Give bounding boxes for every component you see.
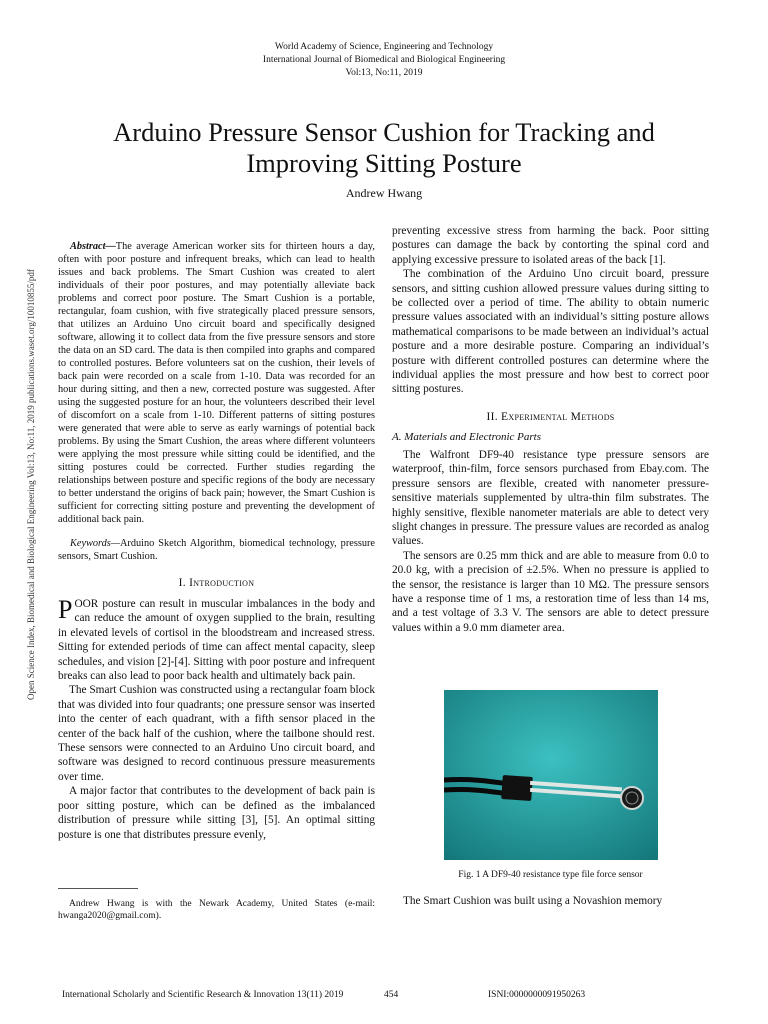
footer-publisher: International Scholarly and Scientific Research & Innovation 13(11) 2019 — [62, 990, 344, 1000]
right-paragraph-1: preventing excessive stress from harming the back. Poor sitting postures can damage the back by contorting the spinal cord and applying excessive pressure to isolated areas of the back [1]. — [392, 225, 709, 266]
sensor-illustration — [444, 690, 658, 860]
section-heading-introduction: I. Introduction — [178, 577, 255, 589]
right-column — [392, 224, 709, 635]
title-line-1: Arduino Pressure Sensor Cushion for Tracking and — [113, 117, 655, 147]
dropcap-letter: P — [58, 595, 73, 624]
intro-paragraph-3: A major factor that contributes to the development of back pain is poor sitting posture, which can be defined as the imbalanced distribution of pressure while sitting [3], [5]. An optimal sitting posture is one that distributes pressure evenly, — [58, 785, 375, 841]
left-column — [58, 240, 375, 842]
abstract-text: The average American worker sits for thirteen hours a day, often with poor posture and infrequent breaks, which can lead to health issues and back problems. The Smart Cushion was created to alert individuals of their poor postures, and may potentially alleviate back problems and correct poor posture. The Smart Cushion is a portable, rectangular, foam cushion, with five strategically placed pressure sensors, that utilizes an Arduino Uno circuit board and specifically designed software, allowing it to collect data from the five pressure sensors and store the data on an SD card. The data is then compiled into graphs and compared to controlled postures. Before volunteers sat on the cushion, their levels of back pain were recorded on a scale from 1-10. Data was recorded for an hour during sitting, and then a new, corrected posture was suggested. After using the suggested posture for an hour, the volunteers described their level of discomfort on a scale from 1-10. Different patterns of sitting postures were generated that were able to serve as early warnings of potential back problems. By using the Smart Cushion, the areas where different volunteers were applying the most pressure while sitting could be identified, and the sitting postures could be corrected. Further studies regarding the relationships between posture and specific regions of the body are necessary to better understand the origins of back pain; however, the Smart Cushion is sufficient for correcting sitting posture and preventing the development of additional back pain. — [58, 241, 375, 525]
section-heading-methods: II. Experimental Methods — [486, 410, 615, 423]
footnote-block — [58, 898, 375, 922]
keywords-label: Keywords— — [70, 538, 120, 549]
footnote-divider — [58, 888, 138, 889]
subsection-heading-materials: A. Materials and Electronic Parts — [392, 430, 541, 443]
author-footnote: Andrew Hwang is with the Newark Academy, United States (e-mail: hwanga2020@gmail.com). — [58, 899, 375, 921]
title-line-2: Improving Sitting Posture — [246, 148, 522, 178]
intro-paragraph-2: The Smart Cushion was constructed using a rectangular foam block that was divided into four quadrants; one pressure sensor was inserted into the center of each quadrant, with a fifth sensor placed in the center of the back half of the cushion, where the tailbone should rest. These sensors were connected to an Arduino Uno circuit board, and software was designed to record continuous pressure measurements over time. — [58, 684, 375, 783]
header-volume: Vol:13, No:11, 2019 — [345, 68, 423, 78]
journal-header — [0, 41, 768, 80]
author-name: Andrew Hwang — [345, 186, 423, 200]
header-org: World Academy of Science, Engineering and Technology — [274, 42, 494, 52]
methods-paragraph-1: The Walfront DF9-40 resistance type pressure sensors are waterproof, thin-film, force sensors purchased from Ebay.com. The pressure sensors are flexible, created with nanometer pressure-sensitive materials supplemented by ultra-thin film substrates. The highly sensitive, flexible nanometer materials are able to detect very slight changes in pressure. The pressure values are recorded as analog values. — [392, 448, 709, 548]
intro-paragraph-1-text: OOR posture can result in muscular imbalances in the body and can reduce the amount of oxygen supplied to the brain, resulting in elevated levels of cortisol in the bloodstream and increased stress. Sitting for extended periods of time can affect mental capacity, sleep schedules, and vision [2]-[4]. Sitting with poor posture and infrequent breaks can also lead to poor back health and ultimately back pain. — [58, 598, 375, 683]
abstract — [58, 240, 375, 526]
keywords-text: Arduino Sketch Algorithm, biomedical technology, pressure sensors, Smart Cushion. — [58, 538, 375, 562]
figure-caption: Fig. 1 A DF9-40 resistance type file force sensor — [458, 870, 643, 880]
footer-page-number: 454 — [384, 990, 399, 1000]
paper-title — [40, 117, 728, 179]
right-paragraph-2: The combination of the Arduino Uno circuit board, pressure sensors, and sitting cushion allowed pressure values during sitting to be collected over a period of time. The ability to obtain numeric pressure values associated with an individual’s sitting posture allows mathematical comparisons to be made between an individual’s actual posture and a more desirable posture. Comparing an individual’s posture with different controlled postures can determine where the individual applies the most pressure and how best to correct poor sitting postures. — [392, 268, 709, 396]
intro-paragraph-1 — [58, 597, 375, 683]
keywords — [58, 537, 375, 563]
methods-paragraph-2: The sensors are 0.25 mm thick and are able to measure from 0.0 to 20.0 kg, with a precision of ±2.5%. When no pressure is applied to the sensor, the resistance is larger than 10 MΩ. The pressure sensors have a response time of 1 ms, a restoration time of less than 14 ms, and a test voltage of 3.3 V. The sensors are able to detect pressure values within a 9.0 mm diameter area. — [392, 549, 709, 634]
sidebar-citation-text: Open Science Index, Biomedical and Biological Engineering Vol:13, No:11, 2019 publications.waset.org/10010855/pdf — [26, 269, 36, 700]
header-journal: International Journal of Biomedical and Biological Engineering — [262, 55, 506, 65]
paragraph-after-figure: The Smart Cushion was built using a Novashion memory — [403, 895, 663, 907]
abstract-label: Abstract— — [70, 241, 116, 252]
footer-isni: ISNI:0000000091950263 — [488, 990, 586, 1000]
figure-sensor-photo — [444, 690, 658, 860]
